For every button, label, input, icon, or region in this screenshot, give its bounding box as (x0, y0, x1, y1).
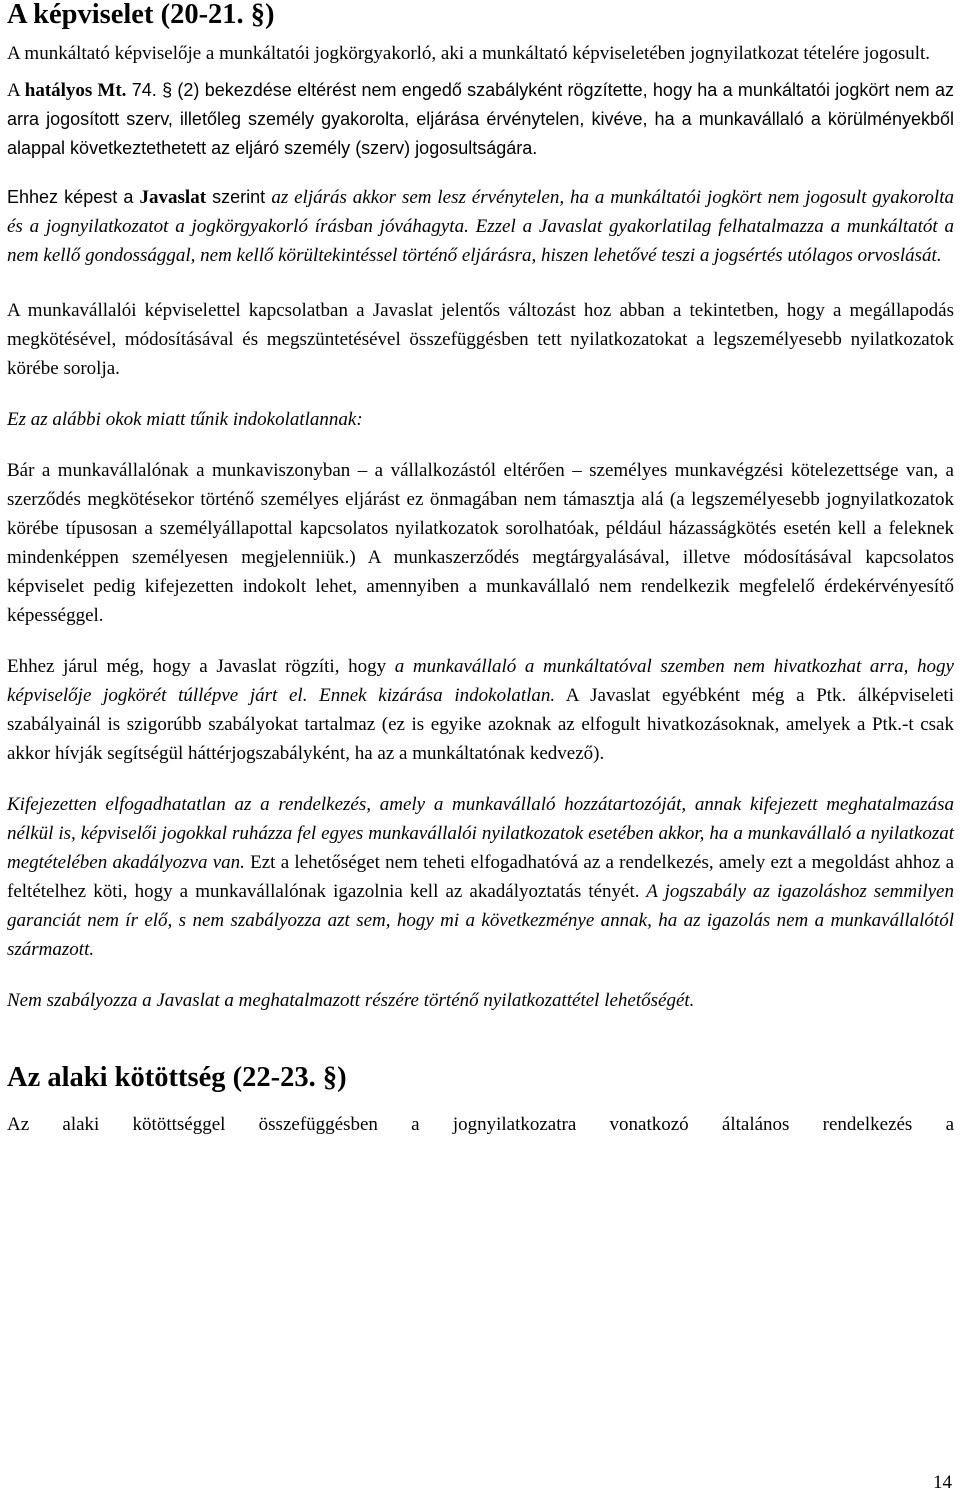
mt74-bold-term: hatályos Mt. (24, 80, 127, 101)
kif-body: Ezt a lehetőséget nem teheti elfogadhatóvá az a rendelkezés, amely ezt a megoldást ahhoz a feltételhez köti, hogy a munkavállalónak igazolnia kell az akadályoztatás tényét. (7, 852, 954, 902)
javaslat-bold-term: Javaslat (139, 187, 207, 208)
javaslat-szerint: szerint (206, 187, 272, 207)
javaslat-prefix: Ehhez képest a (7, 187, 140, 207)
mt74-prefix: A (7, 80, 25, 101)
kif-italic-1: Kifejezetten elfogadhatatlan az a rendelkezés, amely a munkavállaló hozzátartozóját, annak kifejezett meghatalmazása nélkül is, képviselői jogokkal ruházza fel egyes munkavállalói nyilatkozatok esetében akkor, ha a munkavállaló a nyilatkozat megtételében akadályozva van. (7, 794, 954, 873)
paragraph-worker-representation: A munkavállalói képviselettel kapcsolatban a Javaslat jelentős változást hoz abban a tekintetben, hogy a megállapodás megkötésével, módosításával és megszüntetésével összefüggésben tett nyilatkozatokat a legszemélyesebb nyilatkozatok körébe sorolja. (7, 300, 954, 379)
paragraph-kifejezetten (7, 790, 954, 964)
reasons-italic: Ez az alábbi okok miatt tűnik indokolatlannak: (7, 409, 363, 430)
paragraph-mt74 (7, 76, 954, 163)
kif-italic-2: A jogszabály az igazoláshoz semmilyen garanciát nem ír elő, s nem szabályozza azt sem, hogy mi a következménye annak, ha az igazolás nem a munkavállalótól származott. (7, 881, 954, 960)
paragraph-javaslat-comparison (7, 183, 954, 270)
paragraph-bar: Bár a munkavállalónak a munkaviszonyban – a vállalkozástól eltérően – személyes munkavégzési kötelezettsége van, a szerződés megkötésekor történő személyes eljárást ez önmagában nem támasztja alá (a legszemélyesebb jognyilatkozatok körébe típusosan a személyállapottal kapcsolatos nyilatkozatok sorolhatóak, például házasságkötés esetén kell a feleknek mindenképpen személyesen megjelenniük.) A munkaszerződés megtárgyalásával, illetve módosításával kapcsolatos képviselet pedig kifejezetten indokolt lehet, amennyiben a munkavállaló nem rendelkezik megfelelő érdekérvényesítő képességgel. (7, 460, 954, 626)
section-heading-formal: Az alaki kötöttség (22-23. §) (7, 1062, 347, 1093)
paragraph-nem-szabalyozza (7, 986, 954, 1015)
nem-italic: Nem szabályozza a Javaslat a meghatalmazott részére történő nyilatkozattétel lehetőségét. (7, 990, 695, 1011)
ehhez-italic: a munkavállaló a munkáltatóval szemben nem hivatkozhat arra, hogy képviselője jogkörét túllépve járt el. Ennek kizárása indokolatlan. (7, 656, 954, 706)
mt74-body: 74. § (2) bekezdése eltérést nem engedő szabályként rögzítette, hogy ha a munkáltatói jogkört nem az arra jogosított szerv, illetőleg személy gyakorolta, eljárása érvénytelen, kivéve, ha a munkavállaló a körülményekből alappal következtethetett az eljáró személy (szerv) jogosultságára. (7, 80, 954, 158)
paragraph-ehhez-jarul (7, 652, 954, 768)
javaslat-italic-body: az eljárás akkor sem lesz érvénytelen, ha a munkáltatói jogkört nem jogosult gyakorolta és a jognyilatkozatot a jogkörgyakorló írásban jóváhagyta. Ezzel a Javaslat gyakorlatilag felhatalmazza a munkáltatót a nem kellő gondossággal, nem kellő körültekintéssel történő eljárásra, hiszen lehetővé teszi a jogsértés utólagos orvoslását. (7, 187, 954, 266)
ehhez-prefix: Ehhez járul még, hogy a Javaslat rögzíti, hogy (7, 656, 395, 677)
paragraph-reasons-intro (7, 405, 954, 434)
page-number: 14 (933, 1472, 952, 1493)
paragraph-alaki: Az alaki kötöttséggel összefüggésben a jognyilatkozatra vonatkozó általános rendelkezés a (7, 1114, 954, 1135)
section-heading-representation: A képviselet (20-21. §) (7, 0, 275, 30)
ehhez-body: A Javaslat egyébként még a Ptk. álképviseleti szabályainál is szigorúbb szabályokat tartalmaz (ez is egyike azoknak az elfogult hivatkozásoknak, amelyek a Ptk.-t csak akkor hívják segítségül háttérjogszabályként, ha az a munkáltatónak kedvező). (7, 685, 954, 764)
paragraph-employer-representative: A munkáltató képviselője a munkáltatói jogkörgyakorló, aki a munkáltató képviseletében jognyilatkozat tételére jogosult. (7, 43, 931, 64)
